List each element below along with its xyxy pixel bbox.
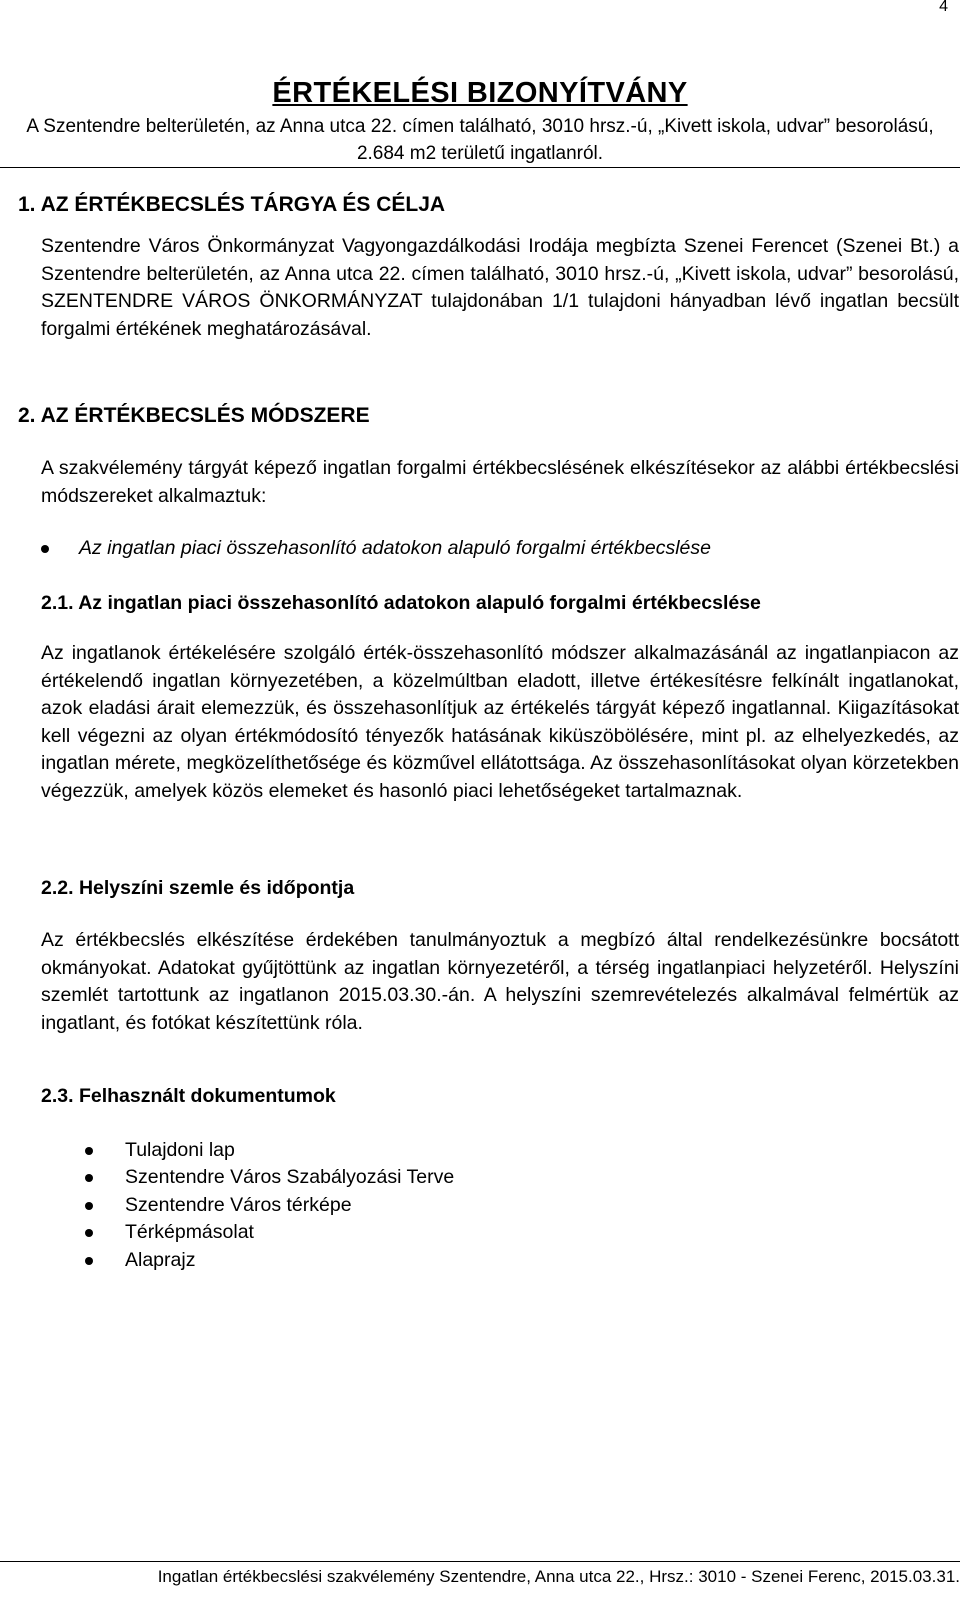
section-1-heading: 1. AZ ÉRTÉKBECSLÉS TÁRGYA ÉS CÉLJA xyxy=(18,193,446,216)
bullet-icon xyxy=(41,545,49,553)
section-2-1-body: Az ingatlanok értékelésére szolgáló érték-összehasonlító módszer alkalmazásánál az ingatlanpiacon az értékelendő ingatlan környezetében, a közelmúltban eladott, illetve értékesítésre felkínált ingatlanokat, azok eladási árait elemezzük, és összehasonlítjuk az értékelés tárgyát képező ingatlannal. Kiigazításokat kell végezni az olyan értékmódosító tényezők hatásának kiküszöbölésére, mint pl. az elhelyezkedés, az ingatlan mérete, megközelíthetősége és közművel ellátottsága. Az összehasonlításokat olyan körzetekben végezzük, amelyek közös elemeket és hasonló piaci lehetőségeket tartalmaznak. xyxy=(41,642,959,802)
footer-divider xyxy=(0,1561,960,1562)
document-list-item xyxy=(85,1219,254,1247)
document-list-item xyxy=(85,1164,454,1192)
section-2-heading: 2. AZ ÉRTÉKBECSLÉS MÓDSZERE xyxy=(18,404,370,427)
section-2-2-body: Az értékbecslés elkészítése érdekében tanulmányoztuk a megbízó által rendelkezésünkre bocsátott okmányokat. Adatokat gyűjtöttünk az ingatlan környezetéről, a térség ingatlanpiaci helyzetéről. Helyszíni szemlét tartottunk az ingatlanon 2015.03.30.-án. A helyszíni szemrevételezés alkalmával felmértük az ingatlant, és fotókat készítettünk róla. xyxy=(41,929,959,1034)
bullet-icon xyxy=(85,1257,93,1265)
document-subtitle: A Szentendre belterületén, az Anna utca 22. címen található, 3010 hrsz.-ú, „Kivett iskola, udvar” besorolású, 2.684 m2 területű ingatlanról. xyxy=(26,116,934,164)
document-list-label: Tulajdoni lap xyxy=(125,1139,235,1161)
bullet-icon xyxy=(85,1147,93,1155)
title-divider xyxy=(0,167,960,168)
page-footer: Ingatlan értékbecslési szakvélemény Szentendre, Anna utca 22., Hrsz.: 3010 - Szenei Ferenc, 2015.03.31. xyxy=(157,1567,960,1586)
method-bullet xyxy=(41,535,711,563)
section-2-3-heading: 2.3. Felhasznált dokumentumok xyxy=(41,1085,336,1107)
document-list-item xyxy=(85,1137,235,1165)
method-text: Az ingatlan piaci összehasonlító adatokon alapuló forgalmi értékbecslése xyxy=(79,537,711,559)
document-title: ÉRTÉKELÉSI BIZONYÍTVÁNY xyxy=(272,77,688,109)
section-1-body: Szentendre Város Önkormányzat Vagyongazdálkodási Irodája megbízta Szenei Ferencet (Szenei Bt.) a Szentendre belterületén, az Anna utca 22. címen található, 3010 hrsz.-ú, „Kivett iskola, udvar” besorolású, SZENTENDRE VÁROS ÖNKORMÁNYZAT tulajdonában 1/1 tulajdoni hányadban lévő ingatlan becsült forgalmi értékének meghatározásával. xyxy=(41,235,959,340)
page-number: 4 xyxy=(939,0,948,15)
document-list-label: Szentendre Város Szabályozási Terve xyxy=(125,1166,455,1188)
document-list-item xyxy=(85,1192,352,1220)
bullet-icon xyxy=(85,1202,93,1210)
document-list-label: Szentendre Város térképe xyxy=(125,1194,352,1216)
bullet-icon xyxy=(85,1229,93,1237)
section-2-body: A szakvélemény tárgyát képező ingatlan forgalmi értékbecslésének elkészítésekor az alábbi értékbecslési módszereket alkalmaztuk: xyxy=(41,457,959,507)
document-list-label: Alaprajz xyxy=(125,1249,196,1271)
document-list-label: Térképmásolat xyxy=(125,1221,254,1243)
bullet-icon xyxy=(85,1174,93,1182)
document-list-item xyxy=(85,1247,195,1275)
section-2-2-heading: 2.2. Helyszíni szemle és időpontja xyxy=(41,877,355,899)
section-2-1-heading: 2.1. Az ingatlan piaci összehasonlító adatokon alapuló forgalmi értékbecslése xyxy=(41,592,761,614)
